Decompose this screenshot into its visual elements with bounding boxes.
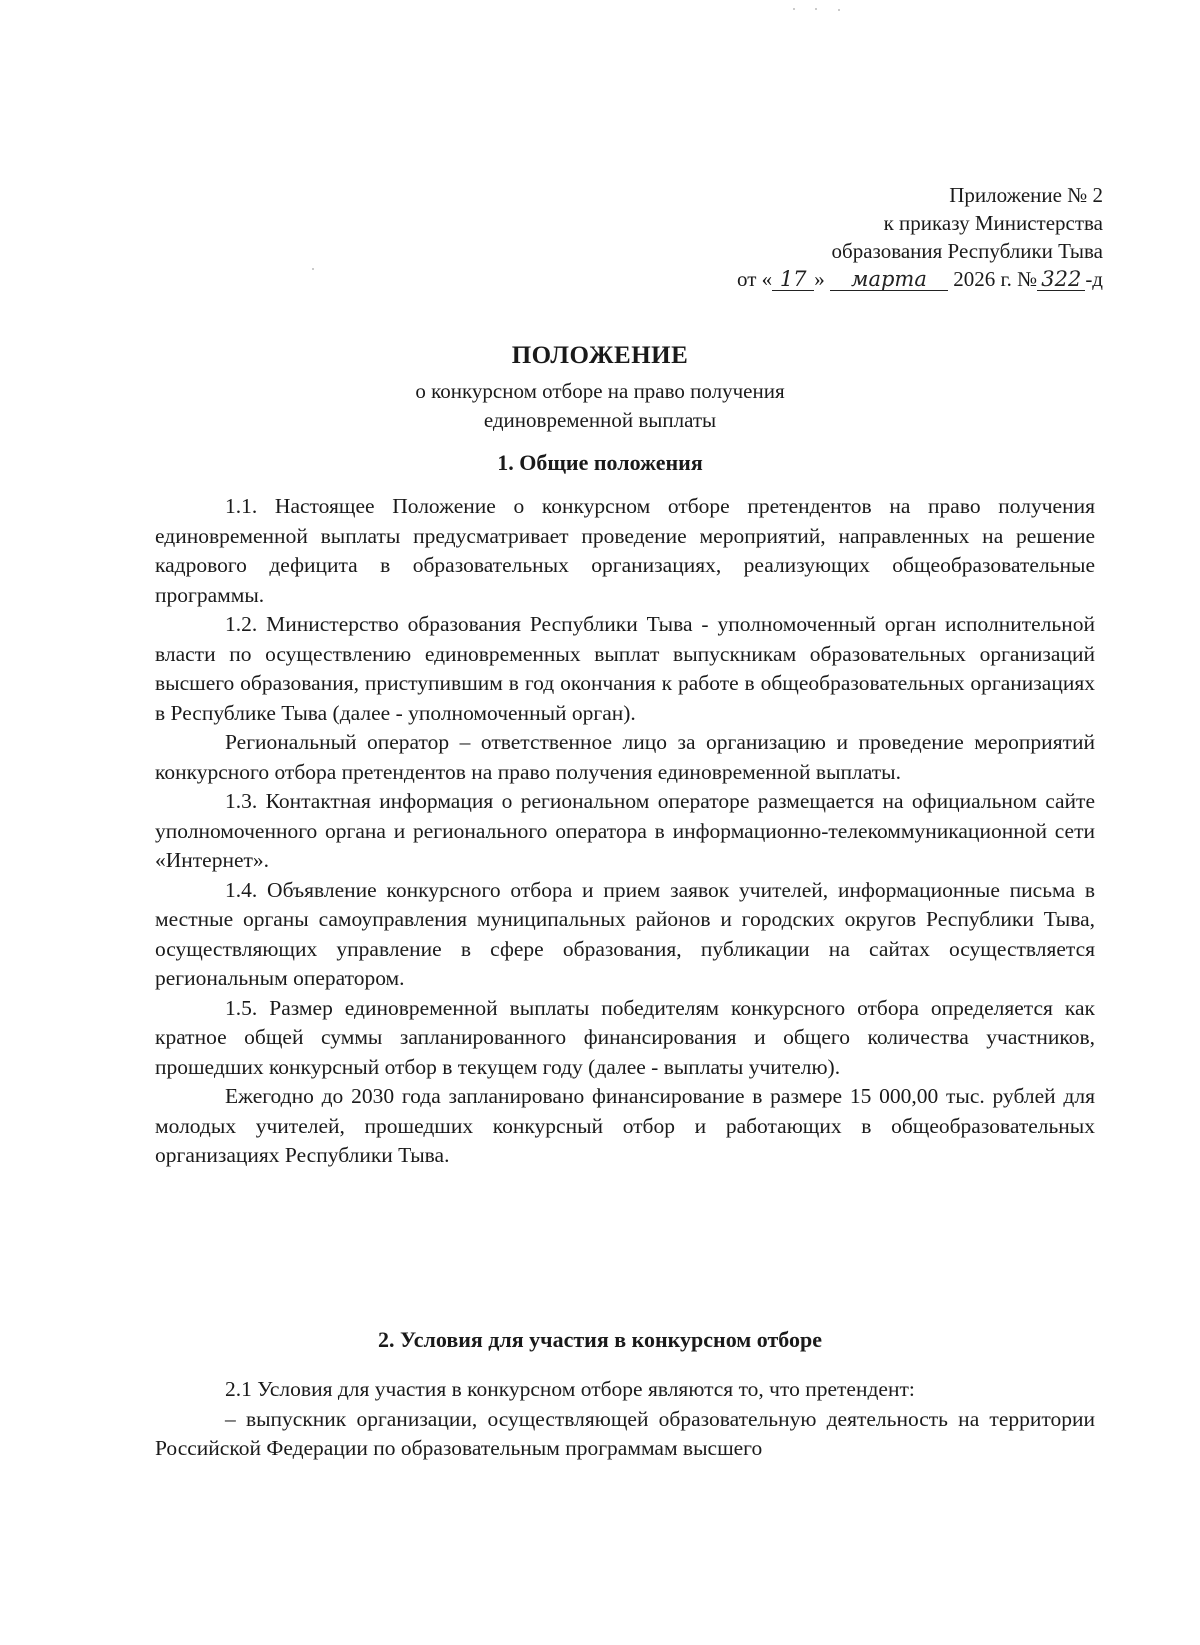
- paragraph-2-1: 2.1 Условия для участия в конкурсном отборе являются то, что претендент:: [225, 1377, 915, 1401]
- appendix-line-3: образования Республики Тыва: [831, 239, 1103, 263]
- scan-speck: [815, 8, 817, 10]
- paragraph-regional-operator: Региональный оператор – ответственное лицо за организацию и проведение мероприятий конкурсного отбора претендентов на право получения единовременной выплаты.: [155, 730, 1095, 784]
- appendix-date-line: [737, 265, 1103, 293]
- subtitle-line-2: единовременной выплаты: [483, 408, 717, 432]
- handwritten-order-number: 322: [1037, 268, 1085, 291]
- paragraph-1-1: 1.1. Настоящее Положение о конкурсном отборе претендентов на право получения единовременной выплаты предусматривает проведение мероприятий, направленных на решение кадрового дефицита в образовательных организациях, реализующих общеобразовательные программы.: [155, 494, 1095, 607]
- appendix-line-2: к приказу Министерства: [883, 211, 1103, 235]
- appendix-header: [737, 181, 1103, 293]
- date-prefix: от «: [737, 267, 773, 291]
- section-1-heading: 1. Общие положения: [497, 450, 703, 475]
- handwritten-day: 17: [772, 268, 814, 291]
- document-subtitle: [0, 377, 1200, 435]
- date-mid: »: [814, 267, 825, 291]
- paragraph-1-3: 1.3. Контактная информация о региональном операторе размещается на официальном сайте уполномоченного органа и регионального оператора в информационно-телекоммуникационной сети «Интернет».: [155, 789, 1095, 872]
- scan-speck: [838, 9, 840, 11]
- appendix-line-1: Приложение № 2: [949, 183, 1103, 207]
- paragraph-funding: Ежегодно до 2030 года запланировано финансирование в размере 15 000,00 тыс. рублей для молодых учителей, прошедших конкурсный отбор и работающих в общеобразовательных организациях Республики Тыва.: [155, 1084, 1095, 1167]
- paragraph-1-4: 1.4. Объявление конкурсного отбора и прием заявок учителей, информационные письма в местные органы самоуправления муниципальных районов и городских округов Республики Тыва, осуществляющих управление в сфере образования, публикации на сайтах осуществляется региональным оператором.: [155, 877, 1095, 990]
- paragraph-1-5: 1.5. Размер единовременной выплаты победителям конкурсного отбора определяется как кратное общей суммы запланированного финансирования и общего количества участников, прошедших конкурсный отбор в текущем году (далее - выплаты учителю).: [155, 995, 1095, 1079]
- paragraph-1-2: 1.2. Министерство образования Республики Тыва - уполномоченный орган исполнительной власти по осуществлению единовременных выплат выпускникам образовательных организаций высшего образования, приступившим в год окончания к работе в общеобразовательных организациях в Республике Тыва (далее - уполномоченный орган).: [155, 612, 1095, 725]
- subtitle-line-1: о конкурсном отборе на право получения: [415, 379, 785, 403]
- order-number-suffix: -д: [1085, 267, 1103, 291]
- scan-speck: [312, 268, 314, 270]
- handwritten-month: марта: [830, 268, 948, 291]
- document-title: ПОЛОЖЕНИЕ: [511, 342, 689, 369]
- section-2-heading: 2. Условия для участия в конкурсном отборе: [378, 1327, 822, 1352]
- date-year: 2026 г. №: [953, 267, 1038, 291]
- paragraph-2-1-item-1: – выпускник организации, осуществляющей образовательную деятельность на территории Российской Федерации по образовательным программам высшего: [155, 1406, 1095, 1460]
- section-2-body: [155, 1375, 1095, 1464]
- section-1-body: [155, 492, 1095, 1171]
- scan-speck: [793, 8, 795, 10]
